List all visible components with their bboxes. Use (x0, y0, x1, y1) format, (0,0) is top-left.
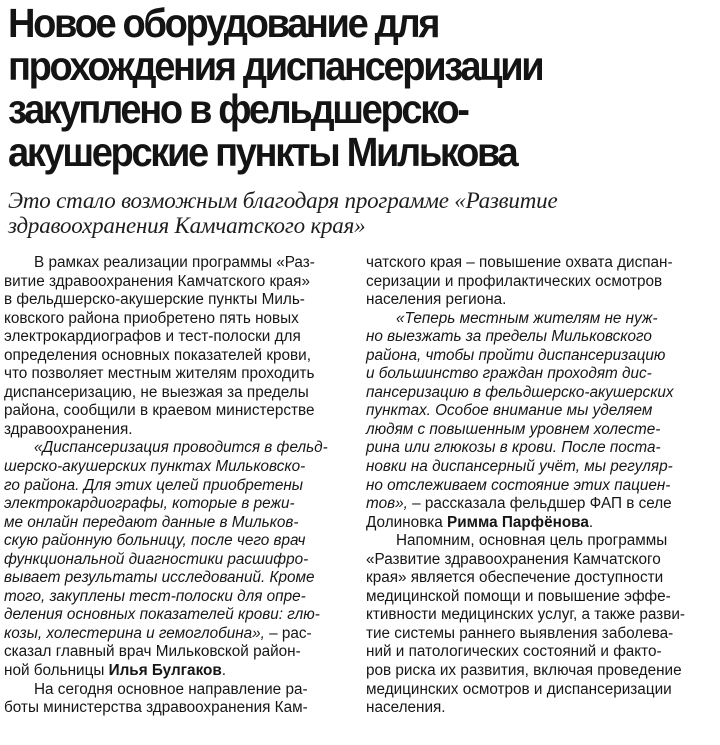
ministry-paragraph (4, 681, 356, 718)
quote-line: деления основных показателей крови: глю- (4, 606, 320, 624)
left-column (4, 254, 356, 718)
quote-line: электрокардиографы, которые в режи- (4, 495, 295, 513)
article-headline (8, 2, 672, 174)
headline-line: Новое оборудование для (8, 0, 439, 46)
text-line: ров риска их развития, включая проведение (366, 662, 682, 680)
program-goal-paragraph (366, 532, 718, 717)
attribution-dash: – рас- (269, 624, 312, 642)
text-line: диспансеризацию, не выезжая за пределы (4, 383, 309, 401)
headline-line: прохождения диспансеризации (8, 43, 543, 89)
text-line: края» является обеспечение доступности (366, 569, 664, 587)
quote-line: того, закуплены тест-полоски для опре- (4, 587, 306, 605)
quote-line: и большинство граждан проходят дис- (366, 365, 652, 383)
attribution-line (4, 662, 356, 681)
text-line: «Развитие здравоохранения Камчатского (366, 550, 661, 568)
quote-line: новки на диспансерный учёт, мы регуляр- (366, 458, 673, 476)
text-line: тие системы раннего выявления заболева- (366, 624, 674, 642)
attribution-text: – рассказала фельдшер ФАП в селе (412, 495, 672, 513)
text-line: Напомним, основная цель программы (396, 532, 668, 550)
quote-line: но отслеживаем состояние этих пациен- (366, 476, 671, 494)
quote-line: шерско-акушерских пунктах Мильковско- (4, 458, 306, 476)
quote-line: го района. Для этих целей приобретены (4, 476, 304, 494)
text-line: боты министерства здравоохранения Кам- (4, 699, 308, 717)
quote-attribution-line (366, 495, 718, 514)
intro-paragraph (4, 254, 356, 439)
chief-doctor-name: Илья Булгаков (108, 662, 222, 680)
quote-line: ме онлайн передают данные в Мильков- (4, 513, 299, 531)
paramedic-quote (366, 310, 718, 533)
quote-line: скую районную больницу, после чего врач (4, 532, 306, 550)
headline-line: закуплено в фельдшерско- (8, 86, 468, 132)
attribution-suffix: . (221, 662, 227, 680)
text-line: в фельдшерско-акушерские пункты Миль- (4, 291, 305, 309)
headline-line: акушерские пункты Милькова (8, 129, 517, 175)
quote-line: «Теперь местным жителям не нуж- (396, 309, 658, 327)
text-line: В рамках реализации программы «Раз- (34, 254, 315, 271)
text-line: серизации и профилактических осмотров (366, 272, 663, 290)
text-line: На сегодня основное направление ра- (34, 680, 308, 698)
text-line: медицинских осмотров и диспансеризации (366, 680, 672, 698)
quote-line: пансеризацию в фельдшерско-акушерских (366, 383, 674, 401)
attribution-prefix: ной больницы (4, 662, 109, 680)
attribution-suffix: . (588, 513, 594, 531)
paramedic-name: Римма Парфёнова (447, 513, 589, 531)
quote-end: козы, холестерина и гемоглобина», (4, 624, 265, 642)
quote-line: вывает результаты исследований. Кроме (4, 569, 315, 587)
quote-line: пунктах. Особое внимание мы уделяем (366, 402, 653, 420)
text-line: витие здравоохранения Камчатского края» (4, 272, 310, 290)
quote-line: района, чтобы пройти диспансеризацию (366, 346, 666, 364)
quote-end: тов», (366, 495, 408, 513)
text-line: здравоохранения. (4, 420, 133, 438)
text-line: ковского района приобретено пять новых (4, 309, 299, 327)
subhead-line: Это стало возможным благодаря программе «Развитие (8, 188, 558, 213)
text-line: ктивности медицинских услуг, а также разви- (366, 606, 685, 624)
chief-doctor-quote (4, 439, 356, 680)
quote-line: но выезжать за пределы Мильковского (366, 328, 652, 346)
text-line: населения. (366, 699, 446, 717)
quote-line: «Диспансеризация проводится в фельд- (34, 439, 328, 457)
text-line: района, сообщили в краевом министерстве (4, 402, 315, 420)
text-line: электрокардиографов и тест-полоски для (4, 328, 301, 346)
quote-line: рина или глюкозы в крови. После поста- (366, 439, 661, 457)
right-column (366, 254, 718, 718)
text-line: что позволяет местным жителям проходить (4, 365, 315, 383)
quote-line: людям с повышенным уровнем холесте- (366, 420, 661, 438)
article-subheadline (8, 188, 714, 238)
quote-line: функциональной диагностики расшифро- (4, 550, 309, 568)
text-line: медицинской помощи и повышение эффе- (366, 587, 671, 605)
text-line: сказал главный врач Мильковской район- (4, 643, 301, 661)
text-line: населения региона. (366, 291, 507, 309)
subhead-line: здравоохранения Камчатского края» (8, 213, 366, 238)
attribution-line (366, 514, 718, 533)
quote-attribution-line (4, 625, 356, 644)
text-line: чатского края – повышение охвата диспан- (366, 254, 673, 271)
text-line: определения основных показателей крови, (4, 346, 311, 364)
text-line: ний и патологических состояний и факто- (366, 643, 662, 661)
ministry-paragraph-continued (366, 254, 718, 310)
attribution-prefix: Долиновка (366, 513, 448, 531)
